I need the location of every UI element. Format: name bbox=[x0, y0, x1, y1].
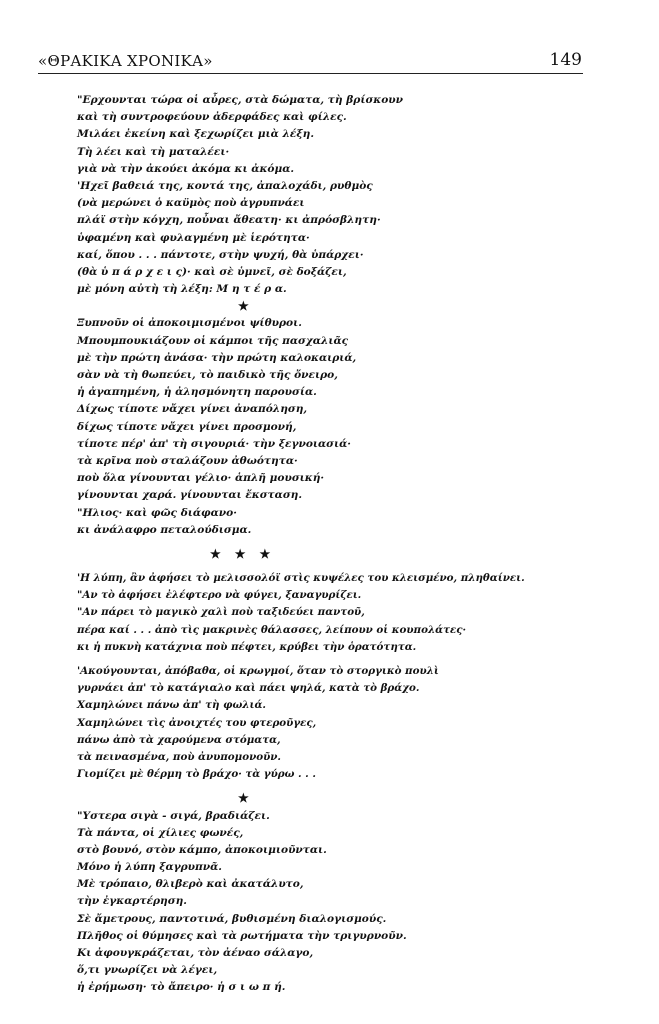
poem-line: "Υστερα σιγὰ - σιγά, βραδιάζει. bbox=[77, 809, 270, 822]
poem-line: τὰ κρῖνα ποὺ σταλάζουν ἀθωότητα· bbox=[77, 454, 298, 467]
poem-line: (θὰ ὑ π ά ρ χ ε ι ς)· καὶ σὲ ὑμνεῖ, σὲ δοξάζει, bbox=[77, 265, 347, 278]
spacer bbox=[0, 783, 659, 790]
poem-line: τὴν ἐγκαρτέρηση. bbox=[77, 895, 187, 908]
poem-line: Μόνο ἡ λύπη ξαγρυπνᾶ. bbox=[77, 861, 222, 874]
poem-line: "Ηλιος· καὶ φῶς διάφανο· bbox=[77, 506, 237, 519]
poem-line: Δίχως τίποτε νἄχει γίνει ἀναπόληση, bbox=[77, 403, 308, 416]
poem-line: ὅ,τι γνωρίζει νὰ λέγει, bbox=[77, 964, 218, 977]
poem-line: (νὰ μερώνει ὁ καϋμὸς ποὺ ἀγρυπνάει bbox=[77, 197, 305, 210]
poem-line: κι ἡ πυκνὴ κατάχνια ποὺ πέφτει, κρύβει τὴν ὁρατότητα. bbox=[77, 640, 417, 653]
poem-body bbox=[0, 92, 659, 997]
stanza-3a bbox=[0, 570, 659, 656]
poem-line: μὲ τὴν πρώτη ἀνάσα· τὴν πρώτη καλοκαιριά, bbox=[77, 351, 357, 364]
poem-line: "Ερχουνται τώρα οἱ αὖρες, στὰ δώματα, τὴ βρίσκουν bbox=[77, 94, 404, 106]
poem-line: Κι ἀφουγκράζεται, τὸν ἀέναο σάλαγο, bbox=[77, 947, 314, 959]
spacer bbox=[0, 656, 659, 663]
poem-line: ἡ ἐρήμωση· τὸ ἄπειρο· ἡ σ ι ω π ή. bbox=[77, 981, 286, 994]
spacer bbox=[0, 563, 659, 570]
journal-title: «ΘΡΑΚΙΚΑ ΧΡΟΝΙΚΑ» bbox=[38, 52, 213, 70]
poem-line: ὑφαμένη καὶ φυλαγμένη μὲ ἱερότητα· bbox=[77, 231, 310, 244]
poem-line: ποὺ ὅλα γίνουνται γέλιο· ἁπλῆ μουσική· bbox=[77, 472, 325, 485]
poem-line: Χαμηλώνει τὶς ἀνοιχτές του φτεροῦγες, bbox=[77, 716, 317, 729]
stanza-4 bbox=[0, 808, 659, 997]
poem-line: καὶ τὴ συντροφεύουν ἀδερφάδες καὶ φίλες. bbox=[77, 111, 347, 124]
poem-line: Πλῆθος οἱ θύμησες καὶ τὰ ρωτήματα τὴν τριγυρνοῦν. bbox=[77, 929, 407, 942]
poem-line: ἡ ἀγαπημένη, ἡ ἀλησμόνητη παρουσία. bbox=[77, 386, 317, 399]
poem-line: γυρνάει ἀπ' τὸ κατάγιαλο καὶ πάει ψηλά, κατὰ τὸ βράχο. bbox=[77, 682, 420, 695]
star-ornament: ★ bbox=[238, 299, 249, 314]
stanza-1 bbox=[0, 92, 659, 298]
poem-line: "Αν πάρει τὸ μαγικὸ χαλὶ ποὺ ταξιδεύει παντοῦ, bbox=[77, 606, 365, 619]
poem-line: 'Η λύπη, ἂν ἀφήσει τὸ μελισσολόϊ στὶς κυψέλες του κλεισμένο, πληθαίνει. bbox=[77, 572, 525, 585]
stanza-2 bbox=[0, 315, 659, 538]
poem-line: "Αν τὸ ἀφήσει ἐλέφτερο νὰ φύγει, ξαναγυρίζει. bbox=[77, 589, 362, 602]
poem-line: πέρα καί . . . ἀπὸ τὶς μακρινὲς θάλασσες, λείπουν οἱ κουπολάτες· bbox=[77, 623, 467, 636]
poem-line: τίποτε πέρ' ἀπ' τὴ σιγουριά· τὴν ξεγνοιασιά· bbox=[77, 437, 351, 450]
poem-line: κι ἀνάλαφρο πεταλούδισμα. bbox=[77, 523, 252, 536]
spacer bbox=[0, 539, 659, 546]
poem-line: πάνω ἀπὸ τὰ χαρούμενα στόματα, bbox=[77, 733, 281, 746]
poem-line: μὲ μόνη αὐτὴ τὴ λέξη: Μ η τ έ ρ α. bbox=[77, 283, 287, 296]
poem-line: δίχως τίποτε νἄχει γίνει προσμονή, bbox=[77, 420, 297, 433]
stanza-3b bbox=[0, 663, 659, 783]
poem-line: γίνουνται χαρά. γίνουνται ἔκσταση. bbox=[77, 489, 303, 502]
poem-line: γιὰ νὰ τὴν ἀκούει ἀκόμα κι ἀκόμα. bbox=[77, 162, 295, 175]
poem-line: Μὲ τρόπαιο, θλιβερὸ καὶ ἀκατάλυτο, bbox=[77, 878, 304, 891]
star-ornament: ★ bbox=[238, 791, 249, 806]
poem-line: Σὲ ἄμετρους, παντοτινά, βυθισμένη διαλογισμούς. bbox=[77, 912, 387, 925]
poem-line: σὰν νὰ τὴ θωπεύει, τὸ παιδικὸ τῆς ὄνειρο, bbox=[77, 369, 338, 381]
poem-line: 'Ηχεῖ βαθειά της, κοντά της, ἀπαλοχάδι, ρυθμὸς bbox=[77, 179, 373, 192]
poem-line: Μιλάει ἐκείνη καὶ ξεχωρίζει μιὰ λέξη. bbox=[77, 128, 315, 141]
poem-line: Ξυπνοῦν οἱ ἀποκοιμισμένοι ψίθυροι. bbox=[77, 317, 302, 330]
poem-line: Τὴ λέει καὶ τὴ ματαλέει· bbox=[77, 145, 230, 158]
page-number: 149 bbox=[549, 50, 582, 70]
header-rule bbox=[38, 73, 583, 74]
poem-line: καί, ὅπου . . . πάντοτε, στὴν ψυχή, θὰ ὑπάρχει· bbox=[77, 248, 364, 261]
poem-line: 'Ακούγουνται, ἀπόβαθα, οἱ κρωγμοί, ὅταν τὸ στοργικὸ πουλὶ bbox=[77, 665, 439, 677]
poem-line: στὸ βουνό, στὸν κάμπο, ἀποκοιμιοῦνται. bbox=[77, 843, 327, 856]
poem-line: πλάϊ στὴν κόγχη, ποὖναι ἄθεατη· κι ἀπρόσβλητη· bbox=[77, 214, 381, 227]
poem-line: Τὰ πάντα, οἱ χίλιες φωνές, bbox=[77, 826, 244, 839]
poem-line: Χαμηλώνει πάνω ἀπ' τὴ φωλιά. bbox=[77, 699, 266, 712]
poem-line: Γιομίζει μὲ θέρμη τὸ βράχο· τὰ γύρω . . . bbox=[77, 768, 316, 781]
poem-line: τὰ πεινασμένα, ποὺ ἀνυπομονοῦν. bbox=[77, 750, 281, 763]
poem-line: Μπουμπουκιάζουν οἱ κάμποι τῆς πασχαλιᾶς bbox=[77, 334, 349, 347]
triple-star-ornament: ★★★ bbox=[210, 546, 285, 561]
